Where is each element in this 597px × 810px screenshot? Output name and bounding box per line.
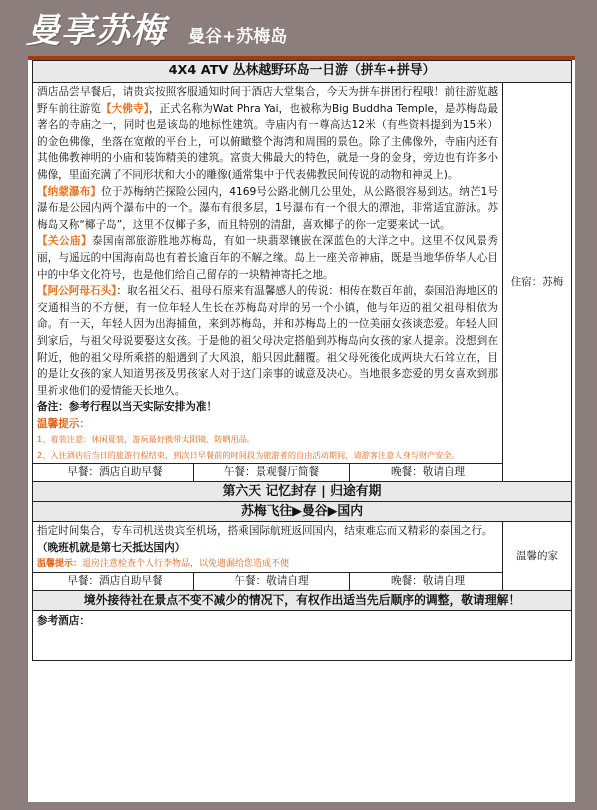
header-banner — [0, 0, 597, 54]
paragraph-namuang-waterfall: 【纳蒙瀑布】位于苏梅纳芒探险公园内，4169号公路北侧几公里处，从公路很容易到达。纳芒1号瀑布是公园内两个瀑布中的一个。瀑布有很多层，1号瀑布有一个很大的潭池，非常适宜游泳。苏梅岛又称“椰子岛”，这里不仅椰子多，而且特别的清甜，喜欢椰子的你一定要来试一试。 — [37, 185, 499, 231]
day6-header-row — [33, 482, 572, 502]
highlight-big-buddha: 【大佛寺】 — [100, 102, 149, 115]
lunch: 午餐：敬请自理 — [193, 573, 349, 590]
lunch: 午餐：景观餐厅简餐 — [193, 464, 349, 481]
tips-title: 温馨提示： — [37, 417, 90, 430]
remark: 备注：参考行程以当天实际安排为准！ — [37, 401, 218, 414]
tip-item: 2、入住酒店后当日的旅游行程结束，到次日早餐前的时间段为旅游者的自由活动期间，请游客注意人身与财产安全。 — [37, 449, 460, 460]
day6-route-row — [33, 502, 572, 522]
day5-title: 4X4 ATV 丛林越野环岛一日游（拼车+拼导） — [33, 61, 572, 83]
day6-route: 苏梅飞往▶曼谷▶国内 — [33, 502, 572, 522]
notice-row — [33, 591, 572, 611]
day6-tip: 温馨提示：退房注意检查个人行李物品，以免遗漏给您造成不便 — [37, 558, 290, 569]
highlight-temple: 【关公庙】 — [37, 235, 92, 248]
itinerary-sheet — [28, 56, 575, 802]
breakfast: 早餐：酒店自助早餐 — [37, 464, 193, 481]
paragraph-big-buddha: 酒店品尝早餐后，请贵宾按照客服通知时间于酒店大堂集合，今天为拼车拼团行程哦！前往游览越野车前往游览【大佛寺】，正式名称为Wat Phra Yai，也被称为Big Buddha Temple，是苏梅岛最著名的寺庙之一，同时也是该岛的地标性建筑。寺庙内有一尊高达12米（有些资料提到为15米）的金色佛像，坐落在宽敞的平台上，可以俯瞰整个海湾和周围的景色。除了主佛像外，寺庙内还有其他佛教神明的小庙和装饰精美的建筑。富贵大佛最大的特色，就是一身的金身，旁边也有许多小佛像，里面充满了不同形状和大小的雕像(通常集中于代表佛教民间传说的动物和神灵上)。 — [37, 86, 499, 181]
paragraph-guangong-temple: 【关公庙】泰国南部旅游胜地苏梅岛，有如一块翡翠镶嵌在深蓝色的大洋之中。这里不仅风景秀丽，与遥远的中国海南岛也有着长逾百年的不解之缘。岛上一座关帝神庙，既是当地华侨华人心目中的中华文化符号，也是他们给自己留存的一块精神寄托之地。 — [37, 235, 499, 281]
hotel-label: 参考酒店： — [33, 611, 572, 661]
breakfast: 早餐：酒店自助早餐 — [37, 573, 193, 590]
paragraph-grandparents-rocks: 【阿公阿母石头】：取名祖父石、祖母石原来有温馨感人的传说：相传在数百年前，泰国沿海地区的交通相当的不方便，有一位年轻人生长在苏梅岛对岸的另一个小镇，他与年迈的祖父祖母相依为命。有一天，年轻人因为出海捕鱼，来到苏梅岛，并和苏梅岛上的一位美丽女孩谈恋爱。年轻人回到家后，与祖父母说要娶这女孩。于是他的祖父母决定搭船到苏梅岛向女孩的家人提亲。没想到在附近，他的祖父母所乘搭的船遇到了大风浪，船只因此翻覆。祖父母死後化成两块大石耸立在，目的是让女孩的家人知道男孩及男孩家人对于这门亲事的诚意及决心。当地很多恋爱的男女喜欢到那里祈求他们的爱情能天长地久。 — [37, 285, 498, 397]
day5-content-row — [33, 83, 572, 464]
header-subtitle: 曼谷+苏梅岛 — [188, 27, 288, 47]
hotel-row — [33, 611, 572, 661]
highlight-waterfall: 【纳蒙瀑布】 — [37, 185, 102, 198]
highlight-rocks: 【阿公阿母石头】 — [37, 285, 117, 298]
day5-meals-row — [33, 464, 572, 482]
tip-item: 1、着装注意：休闲夏装，游玩最好携带太阳镜、防晒用品。 — [37, 434, 256, 445]
day6-content-row — [33, 522, 572, 573]
day6-desc-text: 指定时间集合，专车司机送贵宾至机场，搭乘国际航班返回国内，结束难忘而又精彩的泰国之行。 — [37, 525, 493, 538]
dinner: 晚餐：敬请自理 — [391, 575, 466, 588]
day6-title: 第六天 记忆封存 | 归途有期 — [33, 482, 572, 502]
day5-description — [33, 83, 503, 464]
day6-meals-row — [33, 573, 572, 591]
brand-logo: 曼享苏梅 — [26, 11, 166, 51]
day6-description — [33, 522, 503, 573]
dinner: 晚餐：敬请自理 — [391, 466, 466, 479]
itinerary-table — [32, 60, 572, 661]
day5-title-row — [33, 61, 572, 83]
day5-accommodation: 住宿：苏梅 — [503, 83, 572, 482]
day6-arrival-note: （晚班机就是第七天抵达国内） — [37, 542, 186, 555]
day6-accommodation: 温馨的家 — [503, 522, 572, 591]
notice-text: 境外接待社在景点不变不减少的情况下，有权作出适当先后顺序的调整，敬请理解！ — [33, 591, 572, 611]
